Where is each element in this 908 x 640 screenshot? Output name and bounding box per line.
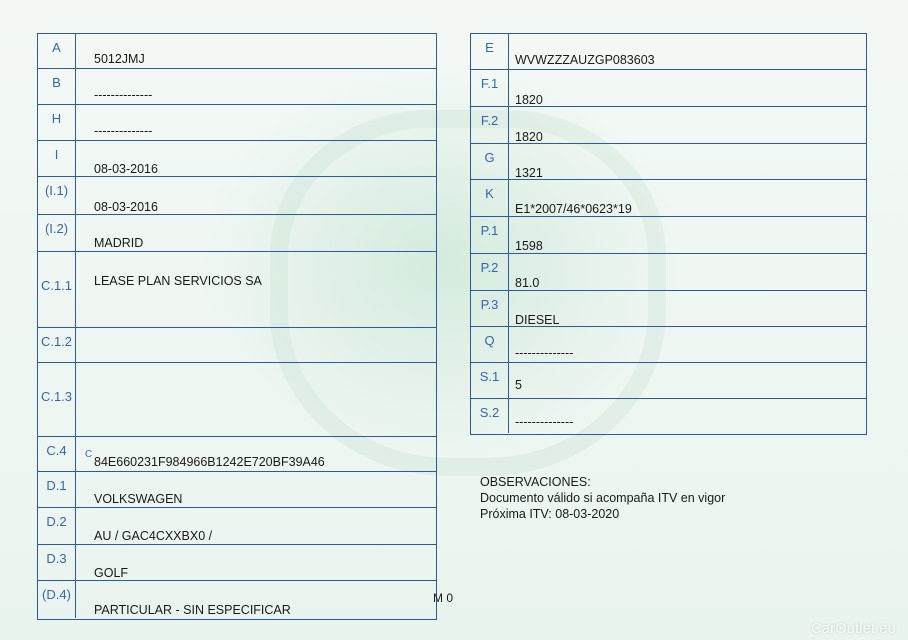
value-field: 1820 — [515, 130, 543, 144]
row-e — [471, 34, 866, 70]
observations-title: OBSERVACIONES: — [480, 475, 591, 489]
code-label: S.2 — [471, 399, 509, 433]
code-label: S.1 — [471, 363, 509, 398]
code-label: H — [38, 105, 76, 140]
row-i — [38, 141, 436, 177]
row-d2 — [38, 508, 436, 545]
value-field: DIESEL — [515, 313, 560, 327]
code-label: G — [471, 144, 509, 179]
row-a — [38, 34, 436, 69]
row-c11 — [38, 252, 436, 328]
row-p3 — [471, 291, 866, 327]
value-field: -------------- — [94, 124, 153, 138]
value-field: 08-03-2016 — [94, 200, 158, 214]
value-field: -------------- — [515, 346, 574, 360]
value-field: -------------- — [515, 415, 574, 429]
value-field: WVWZZZAUZGP083603 — [515, 53, 655, 67]
value-field: PARTICULAR - SIN ESPECIFICAR — [94, 603, 291, 617]
code-label: D.2 — [38, 508, 76, 544]
right-registration-table — [470, 33, 867, 435]
row-k — [471, 180, 866, 217]
row-d4 — [38, 581, 436, 618]
observations-block — [480, 474, 725, 522]
code-label: P.1 — [471, 217, 509, 253]
row-f2 — [471, 107, 866, 144]
code-label: I — [38, 141, 76, 176]
value-field: 08-03-2016 — [94, 162, 158, 176]
code-label: B — [38, 69, 76, 104]
row-d3 — [38, 545, 436, 581]
value-field: 5 — [515, 378, 522, 392]
code-label: (I.1) — [38, 177, 76, 214]
code-label: C.4 — [38, 437, 76, 471]
row-c12 — [38, 328, 436, 363]
value-field: -------------- — [94, 88, 153, 102]
value-field: 5012JMJ — [94, 52, 145, 66]
row-c4 — [38, 437, 436, 472]
value-field: GOLF — [94, 566, 129, 580]
row-g — [471, 144, 866, 180]
value-field: VOLKSWAGEN — [94, 492, 183, 506]
code-label: P.3 — [471, 291, 509, 326]
code-label: E — [471, 34, 509, 69]
value-field: 84E660231F984966B1242E720BF39A46 — [94, 455, 325, 469]
observations-line-1: Documento válido si acompaña ITV en vigor — [480, 491, 726, 505]
code-label: C.1.2 — [38, 328, 76, 362]
code-label: D.1 — [38, 472, 76, 507]
code-label: (D.4) — [38, 581, 76, 618]
code-label: P.2 — [471, 254, 509, 290]
row-p2 — [471, 254, 866, 291]
row-s1 — [471, 363, 866, 399]
row-b — [38, 69, 436, 105]
value-field: 81.0 — [515, 276, 540, 290]
row-p1 — [471, 217, 866, 254]
value-field: AU / GAC4CXXBX0 / — [94, 529, 213, 543]
code-label: (I.2) — [38, 215, 76, 251]
row-q — [471, 327, 866, 363]
row-c13 — [38, 363, 436, 437]
value-field: MADRID — [94, 236, 144, 250]
row-h — [38, 105, 436, 141]
row-d1 — [38, 472, 436, 508]
left-registration-table — [37, 33, 437, 620]
row-i2 — [38, 215, 436, 252]
value-field: 1321 — [515, 166, 543, 180]
row-i1 — [38, 177, 436, 215]
code-label: C.1.1 — [38, 252, 76, 327]
observations-line-2: Próxima ITV: 08-03-2020 — [480, 507, 620, 521]
value-field: 1820 — [515, 93, 543, 107]
value-field: LEASE PLAN SERVICIOS SA — [94, 274, 262, 288]
code-label: F.2 — [471, 107, 509, 143]
code-label: D.3 — [38, 545, 76, 580]
row-f1 — [471, 70, 866, 107]
code-label: K — [471, 180, 509, 216]
watermark-text: CarOutlet.eu — [810, 620, 896, 637]
m0-label: M 0 — [433, 591, 454, 605]
value-field: E1*2007/46*0623*19 — [515, 202, 632, 216]
code-label: A — [38, 34, 76, 68]
row-s2 — [471, 399, 866, 433]
code-label: F.1 — [471, 70, 509, 106]
code-label: C.1.3 — [38, 363, 76, 436]
stray-mark: C — [85, 449, 93, 460]
code-label: Q — [471, 327, 509, 362]
value-field: 1598 — [515, 239, 543, 253]
